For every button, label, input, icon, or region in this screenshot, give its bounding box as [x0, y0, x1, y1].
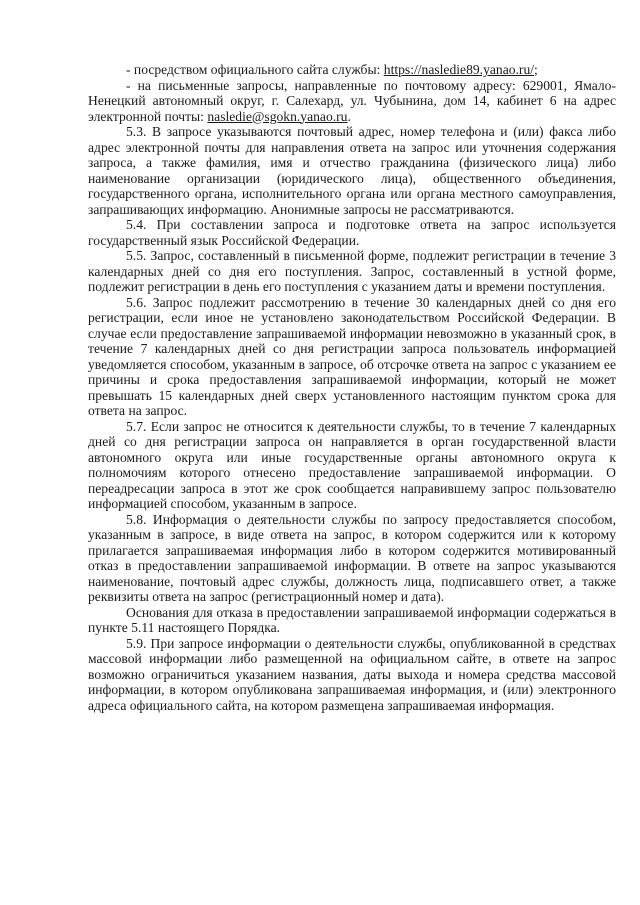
paragraph-refusal-grounds: Основания для отказа в предоставлении запрашиваемой информации содержаться в пункте 5.11 настоящего Порядка.: [88, 604, 616, 635]
paragraph-5-8: 5.8. Информация о деятельности службы по запросу предоставляется способом, указанным в запросе, в виде ответа на запрос, в котором содержится или к которому прилагается запрашиваемая информация либо в котором содержится мотивированный отказ в предоставлении запрашиваемой информации. В ответе на запрос указываются наименование, почтовый адрес службы, должность лица, подписавшего ответ, а также реквизиты ответа на запрос (регистрационный номер и дата).: [88, 511, 616, 604]
website-link[interactable]: https://nasledie89.yanao.ru/: [383, 62, 535, 77]
list-item-postal: [88, 78, 616, 125]
paragraph-5-4: 5.4. При составлении запроса и подготовке ответа на запрос используется государственный язык Российской Федерации.: [88, 217, 616, 248]
list-item-website-text: - посредством официального сайта службы:: [126, 62, 384, 77]
paragraph-5-9: 5.9. При запросе информации о деятельности службы, опубликованной в средствах массовой информации либо размещенной на официальном сайте, в ответе на запрос возможно ограничиться указанием названия, даты выхода и номера средства массовой информации, в котором опубликована запрашиваемая информация, и (или) электронного адреса официального сайта, на котором размещена запрашиваемая информация.: [88, 635, 616, 713]
paragraph-5-3: 5.3. В запросе указываются почтовый адрес, номер телефона и (или) факса либо адрес электронной почты для направления ответа на запрос или уточнения содержания запроса, а также фамилия, имя и отчество гражданина (физического лица) либо наименование организации (юридического лица), общественного объединения, государственного органа, исполнительного органа или органа местного самоуправления, запрашивающих информацию. Анонимные запросы не рассматриваются.: [88, 124, 616, 217]
list-item-postal-text: - на письменные запросы, направленные по почтовому адресу: 629001, Ямало-Ненецкий автономный округ, г. Салехард, ул. Чубынина, дом 14, кабинет 6 на адрес электронной почты:: [88, 77, 616, 124]
document-page: [88, 62, 616, 713]
list-item-website-suffix: ;: [534, 62, 538, 77]
paragraph-5-7: 5.7. Если запрос не относится к деятельности службы, то в течение 7 календарных дней со дня регистрации запроса он направляется в орган государственной власти автономного округа или иные государственные органы автономного округа к полномочиям которого отнесено предоставление запрашиваемой информации. О переадресации запроса в этот же срок сообщается направившему запрос пользователю информацией способом, указанным в запросе.: [88, 418, 616, 511]
paragraph-5-6: 5.6. Запрос подлежит рассмотрению в течение 30 календарных дней со дня его регистрации, если иное не установлено законодательством Российской Федерации. В случае если предоставление запрашиваемой информации невозможно в указанный срок, в течение 7 календарных дней со дня регистрации запроса пользователь информацией уведомляется способом, указанным в запросе, об отсрочке ответа на запрос с указанием ее причины и срока предоставления запрашиваемой информации, который не может превышать 15 календарных дней сверх установленного настоящим пунктом срока для ответа на запрос.: [88, 294, 616, 418]
paragraph-5-5: 5.5. Запрос, составленный в письменной форме, подлежит регистрации в течение 3 календарных дней со дня его поступления. Запрос, составленный в устной форме, подлежит регистрации в день его поступления с указанием даты и времени поступления.: [88, 248, 616, 294]
list-item-postal-suffix: .: [347, 108, 351, 124]
list-item-website: [88, 62, 616, 78]
email-link[interactable]: nasledie@sgokn.yanao.ru: [207, 108, 348, 124]
